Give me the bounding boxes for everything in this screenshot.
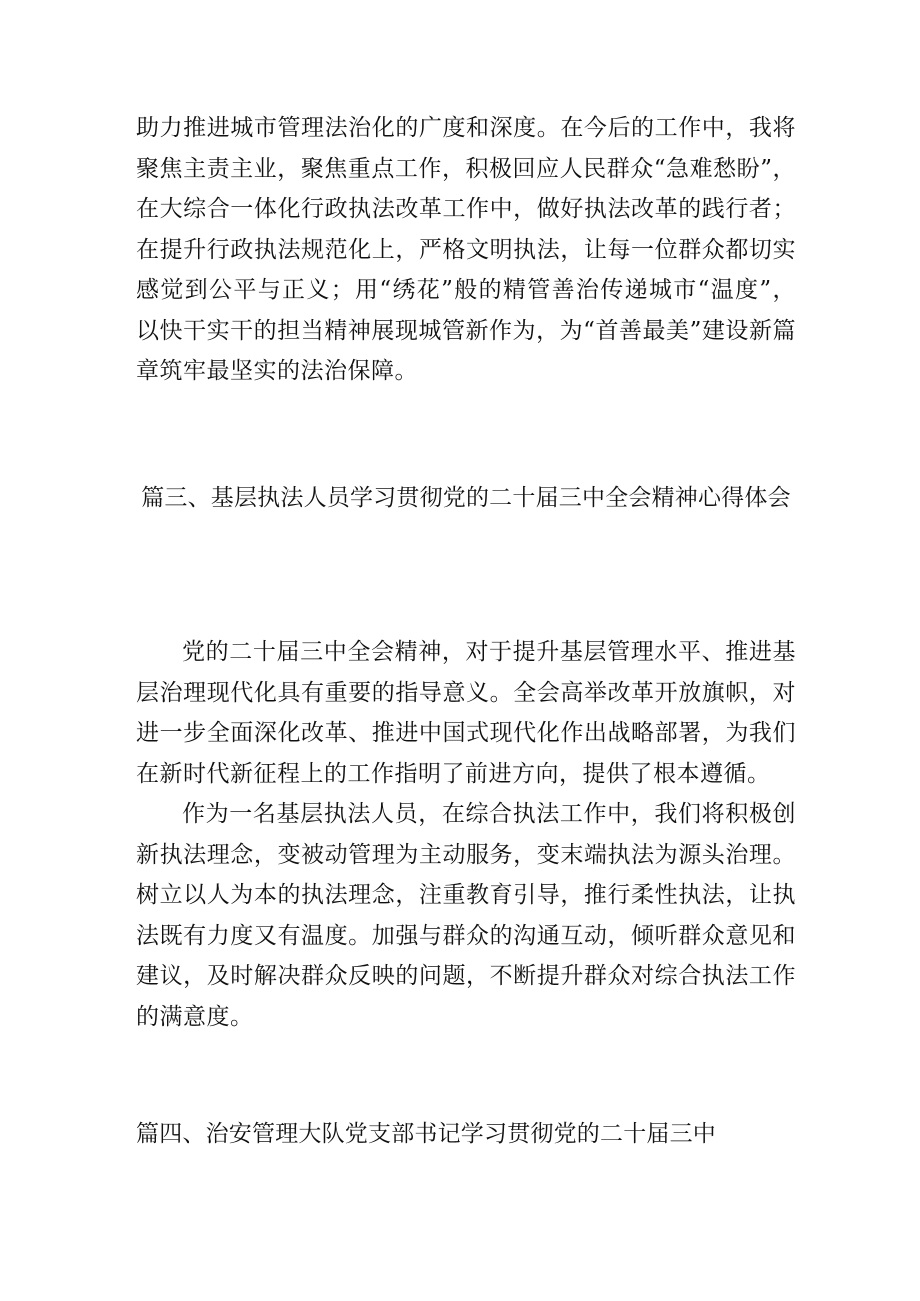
body-paragraph-practice: 作为一名基层执法人员，在综合执法工作中，我们将积极创新执法理念，变被动管理为主动服务，变末端执法为源头治理。树立以人为本的执法理念，注重教育引导，推行柔性执法，让执法既有力度又有温度。加强与群众的沟通互动，倾听群众意见和建议，及时解决群众反映的问题，不断提升群众对综合执法工作的满意度。 (136, 801, 796, 1030)
body-paragraph-intro: 党的二十届三中全会精神，对于提升基层管理水平、推进基层治理现代化具有重要的指导意义。全会高举改革开放旗帜，对进一步全面深化改革、推进中国式现代化作出战略部署，为我们在新时代新征程上的工作指明了前进方向，提供了根本遵循。 (136, 639, 796, 787)
section-heading-part-four: 篇四、治安管理大队党支部书记学习贯彻党的二十届三中 (136, 1121, 716, 1147)
section-heading-part-three: 篇三、基层执法人员学习贯彻党的二十届三中全会精神心得体会 (141, 485, 791, 511)
body-paragraph-continuation: 助力推进城市管理法治化的广度和深度。在今后的工作中，我将聚焦主责主业，聚焦重点工作，积极回应人民群众“急难愁盼”，在大综合一体化行政执法改革工作中，做好执法改革的践行者；在提升行政执法规范化上，严格文明执法，让每一位群众都切实感觉到公平与正义；用“绣花”般的精管善治传递城市“温度”，以快干实干的担当精神展现城管新作为，为“首善最美”建设新篇章筑牢最坚实的法治保障。 (136, 115, 796, 384)
